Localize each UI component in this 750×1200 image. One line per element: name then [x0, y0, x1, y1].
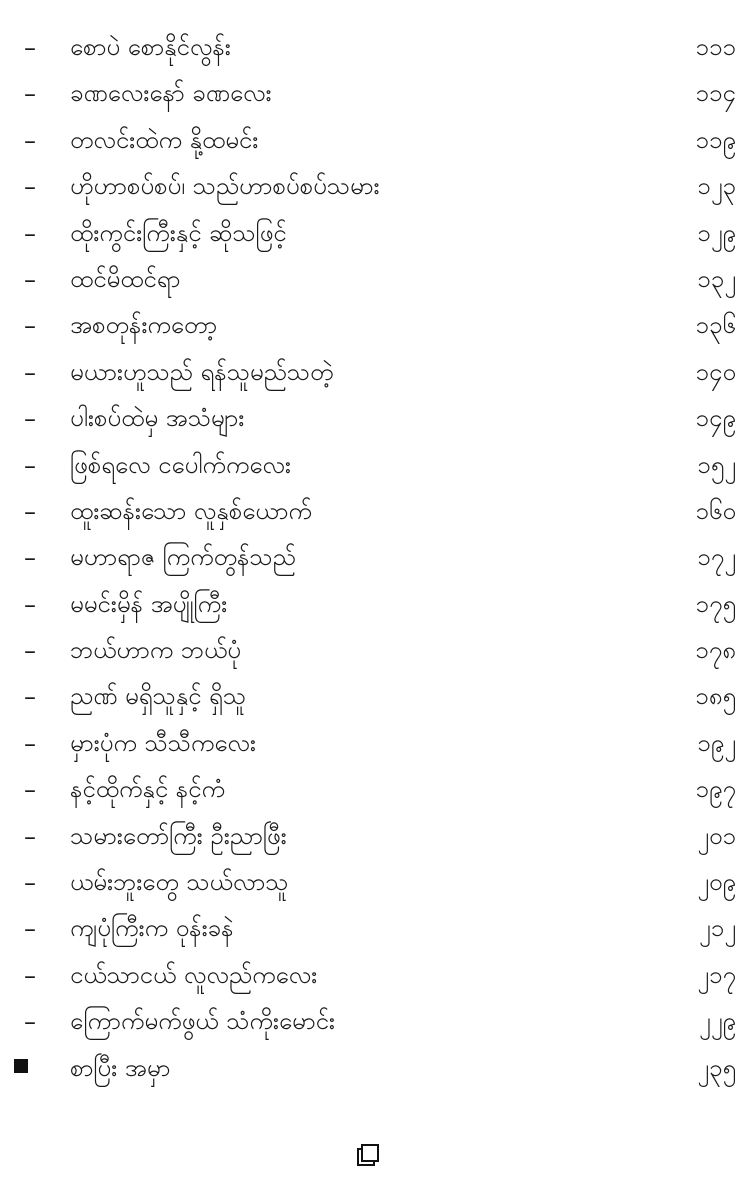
toc-entry — [0, 627, 750, 673]
dash-marker: – — [24, 1008, 36, 1037]
dash-marker: – — [24, 451, 36, 480]
entry-page-number: ၁၄၉ — [695, 404, 736, 433]
entry-title: ငယ်သာငယ် လူလည်ကလေး — [70, 960, 318, 989]
dash-marker: – — [24, 173, 36, 202]
toc-entry — [0, 117, 750, 163]
entry-title: ထိုးကွင်းကြီးနှင့် ဆိုသဖြင့် — [70, 218, 287, 247]
toc-entry — [0, 24, 750, 70]
entry-page-number: ၁၄၀ — [695, 357, 736, 386]
dash-marker: – — [24, 34, 36, 62]
entry-title: ပါးစပ်ထဲမှ အသံများ — [70, 404, 245, 433]
entry-title: တလင်းထဲက နို့ထမင်း — [70, 125, 259, 154]
entry-page-number: ၂၁၇ — [697, 960, 736, 989]
entry-title: မဟာရာဇ ကြက်တွန်သည် — [70, 543, 296, 572]
entry-title: ယမ်းဘူးတွေ သယ်လာသူ — [70, 868, 289, 897]
entry-page-number: ၁၉၇ — [695, 775, 736, 804]
dash-marker: – — [24, 265, 36, 294]
entry-page-number: ၁၃၆ — [695, 311, 736, 340]
entry-page-number: ၁၃၂ — [697, 264, 736, 293]
toc-entry — [0, 534, 750, 580]
toc-entry — [0, 442, 750, 488]
entry-page-number: ၁၂၃ — [697, 172, 736, 201]
dash-marker: – — [24, 405, 36, 434]
toc-entry — [0, 766, 750, 812]
dash-marker: – — [24, 358, 36, 387]
dash-marker: – — [24, 219, 36, 248]
square-bullet-icon — [14, 1059, 28, 1073]
entry-page-number: ၁၇၂ — [697, 543, 736, 572]
entry-title: စာပြီး အမှာ — [70, 1053, 171, 1082]
dash-marker: – — [24, 80, 36, 109]
entry-title: အစတုန်းကတော့ — [70, 311, 218, 340]
toc-entry — [0, 210, 750, 256]
entry-title: ညဏ် မရှိသူနှင့် ရှိသူ — [70, 682, 247, 711]
toc-entry — [0, 256, 750, 302]
toc-entry — [0, 488, 750, 534]
dash-marker: – — [24, 126, 36, 155]
entry-title: ဖြစ်ရလေ ငပေါက်ကလေး — [70, 450, 291, 479]
dash-marker: – — [24, 961, 36, 990]
dash-marker: – — [24, 590, 36, 619]
entry-title: မမင်းမှိန် အပျိုကြီး — [70, 589, 228, 618]
toc-entry — [0, 905, 750, 951]
dash-marker: – — [24, 683, 36, 712]
entry-page-number: ၁၈၅ — [695, 682, 736, 711]
entry-title: မယားဟူသည် ရန်သူမည်သတဲ့ — [70, 357, 334, 386]
entry-title: ကြောက်မက်ဖွယ် သံကိုးမောင်း — [70, 1007, 335, 1036]
entry-title: နင့်ထိုက်နှင့် နင့်ကံ — [70, 775, 225, 804]
toc-entry — [0, 581, 750, 627]
entry-title: ထူးဆန်းသော လူနှစ်ယောက် — [70, 496, 312, 525]
entry-page-number: ၂၁၂ — [698, 914, 736, 943]
entry-title: ကျပုံကြီးက ဝုန်းခနဲ — [70, 914, 234, 943]
entry-title: သမားတော်ကြီး ဦးညာဖြီး — [70, 821, 287, 850]
toc-entry — [0, 1045, 750, 1091]
entry-title: ခဏလေးနော် ခဏလေး — [70, 79, 272, 108]
toc-entry — [0, 998, 750, 1044]
entry-page-number: ၁၁၄ — [695, 79, 736, 108]
toc-entry — [0, 349, 750, 395]
entry-title: မှားပုံက သီသီကလေး — [70, 728, 256, 757]
dash-marker: – — [24, 822, 36, 851]
dash-marker: – — [24, 637, 36, 666]
dash-marker: – — [24, 915, 36, 944]
entry-title: ဘယ်ဟာက ဘယ်ပုံ — [70, 636, 241, 665]
entry-page-number: ၁၁၁ — [695, 33, 736, 61]
entry-page-number: ၁၆၀ — [695, 496, 736, 525]
entry-page-number: ၁၅၂ — [697, 450, 736, 479]
entry-page-number: ၂၂၉ — [698, 1007, 736, 1036]
toc-entry — [0, 302, 750, 348]
toc-entry — [0, 952, 750, 998]
entry-page-number: ၁၇၈ — [695, 636, 736, 665]
dash-marker: – — [24, 869, 36, 898]
entry-title: ဟိုဟာစပ်စပ်၊ သည်ဟာစပ်စပ်သမား — [70, 172, 380, 201]
toc-entry — [0, 163, 750, 209]
toc-entry — [0, 720, 750, 766]
entry-title: စောပဲ စောနိုင်လွန်း — [70, 33, 231, 61]
dash-marker: – — [24, 497, 36, 526]
entry-page-number: ၂၀၉ — [697, 868, 736, 897]
entry-page-number: ၁၉၂ — [697, 728, 736, 757]
entry-page-number: ၁၇၅ — [695, 589, 736, 618]
entry-page-number: ၁၂၉ — [697, 218, 736, 247]
end-of-section-icon — [357, 1144, 377, 1164]
dash-marker: – — [24, 729, 36, 758]
entry-page-number: ၂၃၅ — [697, 1053, 736, 1082]
entry-title: ထင်မိထင်ရာ — [70, 264, 181, 293]
toc-entry — [0, 70, 750, 116]
toc-entry — [0, 859, 750, 905]
toc-entry — [0, 673, 750, 719]
toc-entry — [0, 395, 750, 441]
entry-page-number: ၂၀၁ — [697, 821, 736, 850]
table-of-contents — [0, 24, 750, 1091]
toc-entry — [0, 813, 750, 859]
dash-marker: – — [24, 776, 36, 805]
dash-marker: – — [24, 544, 36, 573]
dash-marker: – — [24, 312, 36, 341]
entry-page-number: ၁၁၉ — [695, 125, 736, 154]
